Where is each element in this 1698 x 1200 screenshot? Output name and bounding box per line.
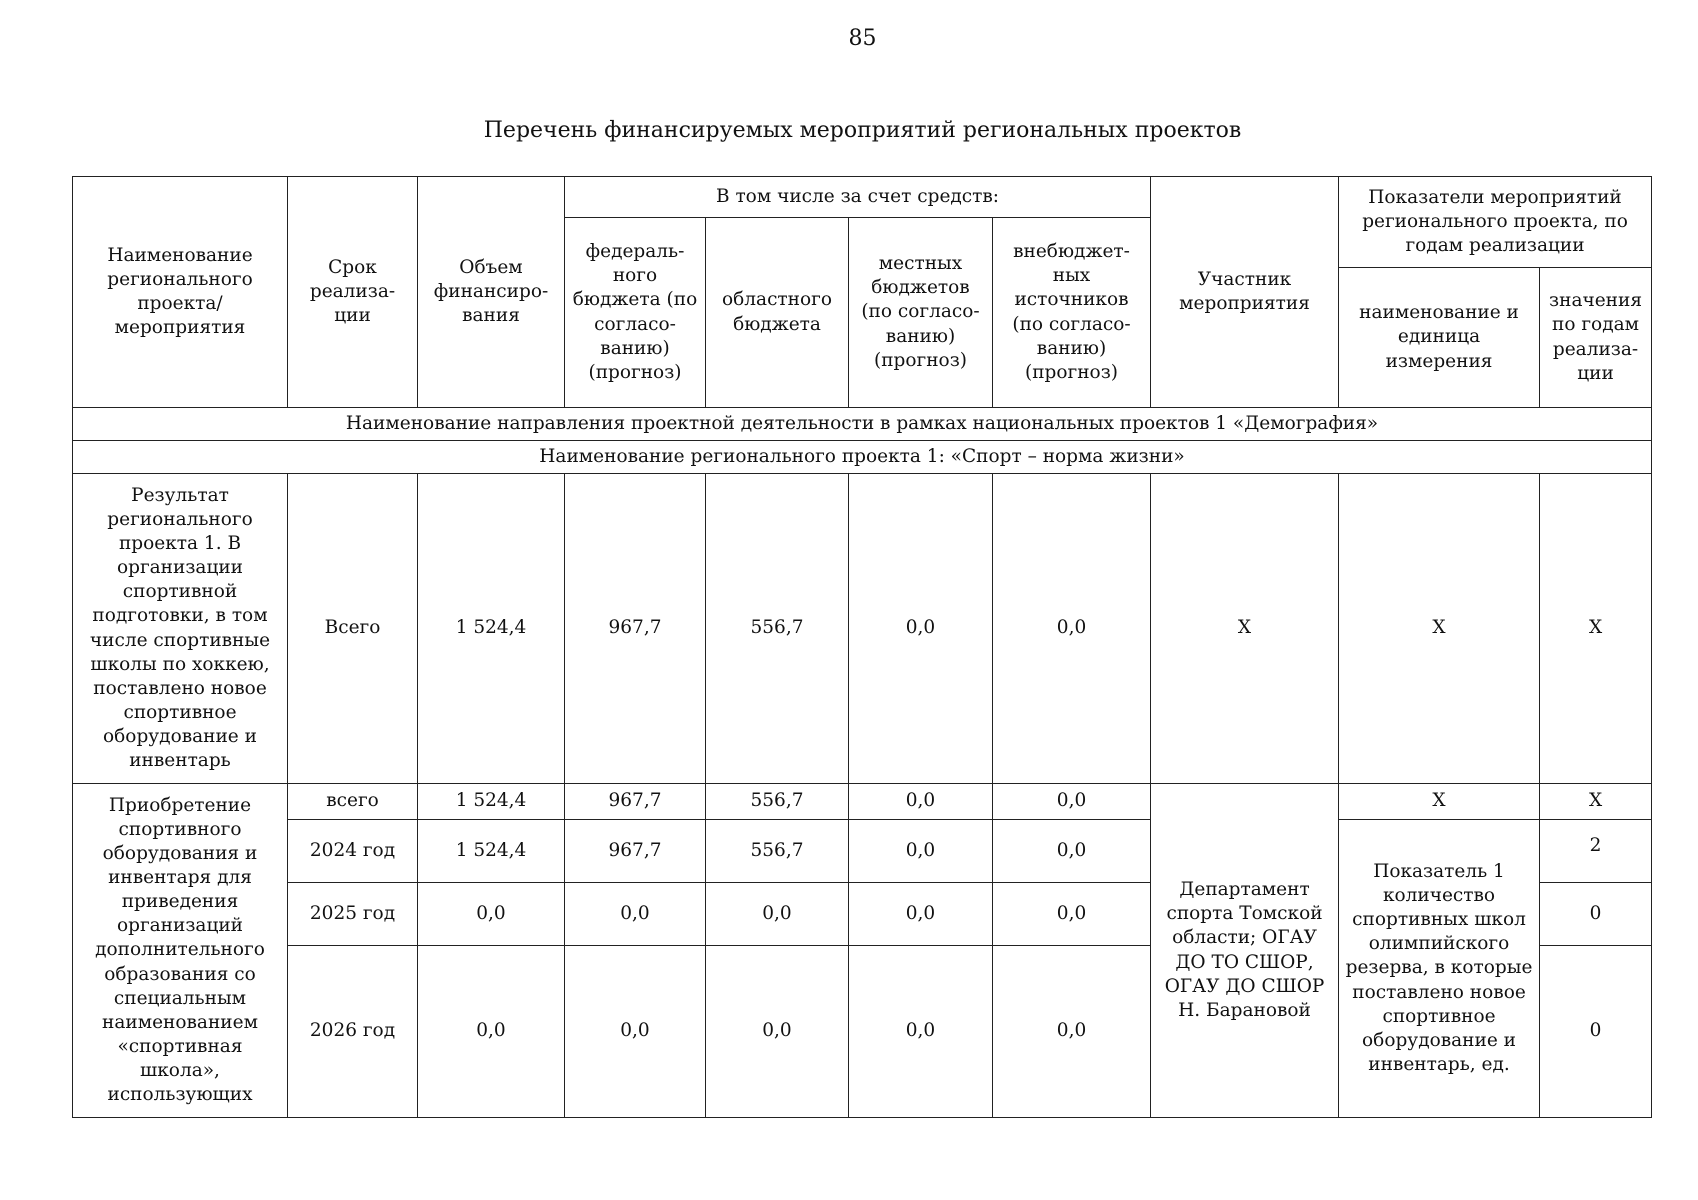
measure-local: 0,0 — [849, 784, 993, 820]
measure-participant: Департамент спорта Томской области; ОГАУ ДО ТО СШОР, ОГАУ ДО СШОР Н. Барановой — [1151, 784, 1339, 1118]
measure-volume: 0,0 — [418, 946, 565, 1118]
measure-period: 2026 год — [288, 946, 418, 1118]
section-project-row — [73, 441, 1652, 474]
measure-regional: 0,0 — [706, 883, 849, 946]
header-name: Наименование регионального проекта/ мероприятия — [73, 177, 288, 408]
measure-regional: 556,7 — [706, 820, 849, 883]
measure-volume: 1 524,4 — [418, 820, 565, 883]
measure-extrabudget: 0,0 — [993, 820, 1151, 883]
measure-total-indicator-value: Х — [1540, 784, 1652, 820]
measure-federal: 967,7 — [565, 820, 706, 883]
measure-period: всего — [288, 784, 418, 820]
result-indicator-name: Х — [1339, 474, 1540, 784]
header-local: местных бюджетов (по согласо-ванию) (прогноз) — [849, 218, 993, 408]
result-federal: 967,7 — [565, 474, 706, 784]
measure-indicator-value: 2 — [1540, 820, 1652, 883]
measure-period: 2024 год — [288, 820, 418, 883]
result-period: Всего — [288, 474, 418, 784]
measure-extrabudget: 0,0 — [993, 784, 1151, 820]
result-row — [73, 474, 1652, 784]
header-indicator-name: наименование и единица измерения — [1339, 268, 1540, 408]
header-regional: областного бюджета — [706, 218, 849, 408]
measure-federal: 0,0 — [565, 883, 706, 946]
measure-volume: 1 524,4 — [418, 784, 565, 820]
header-extrabudget: внебюджет-ных источников (по согласо-ванию) (прогноз) — [993, 218, 1151, 408]
document-title: Перечень финансируемых мероприятий региональных проектов — [483, 118, 1242, 143]
measure-local: 0,0 — [849, 883, 993, 946]
section-direction-row — [73, 408, 1652, 441]
result-indicator-value: Х — [1540, 474, 1652, 784]
measure-name: Приобретение спортивного оборудования и инвентаря для приведения организаций дополнительного образования со специальным наименованием «спортивная школа», использующих — [73, 784, 288, 1118]
measure-regional: 0,0 — [706, 946, 849, 1118]
measure-extrabudget: 0,0 — [993, 883, 1151, 946]
measure-extrabudget: 0,0 — [993, 946, 1151, 1118]
section-direction: Наименование направления проектной деятельности в рамках национальных проектов 1 «Демография» — [73, 408, 1652, 441]
header-indicators: Показатели мероприятий регионального проекта, по годам реализации — [1339, 177, 1652, 268]
section-project: Наименование регионального проекта 1: «Спорт – норма жизни» — [73, 441, 1652, 474]
measure-period: 2025 год — [288, 883, 418, 946]
page-number: 85 — [848, 26, 877, 51]
result-local: 0,0 — [849, 474, 993, 784]
measure-indicator-value: 0 — [1540, 946, 1652, 1118]
financing-table — [72, 176, 1652, 1118]
result-name: Результат регионального проекта 1. В организации спортивной подготовки, в том числе спортивные школы по хоккею, поставлено новое спортивное оборудование и инвентарь — [73, 474, 288, 784]
header-federal: федераль-ного бюджета (по согласо-ванию) (прогноз) — [565, 218, 706, 408]
measure-indicator-value: 0 — [1540, 883, 1652, 946]
header-participant: Участник мероприятия — [1151, 177, 1339, 408]
header-period: Срок реализа-ции — [288, 177, 418, 408]
measure-federal: 967,7 — [565, 784, 706, 820]
header-volume: Объем финансиро-вания — [418, 177, 565, 408]
result-extrabudget: 0,0 — [993, 474, 1151, 784]
measure-federal: 0,0 — [565, 946, 706, 1118]
measure-total-indicator-name: Х — [1339, 784, 1540, 820]
measure-row-total — [73, 784, 1652, 820]
result-volume: 1 524,4 — [418, 474, 565, 784]
measure-local: 0,0 — [849, 946, 993, 1118]
measure-volume: 0,0 — [418, 883, 565, 946]
result-participant: Х — [1151, 474, 1339, 784]
measure-local: 0,0 — [849, 820, 993, 883]
measure-indicator-name: Показатель 1 количество спортивных школ олимпийского резерва, в которые поставлено новое спортивное оборудование и инвентарь, ед. — [1339, 820, 1540, 1118]
header-indicator-values: значения по годам реализа-ции — [1540, 268, 1652, 408]
result-regional: 556,7 — [706, 474, 849, 784]
measure-regional: 556,7 — [706, 784, 849, 820]
measure-row-2024 — [73, 820, 1652, 883]
header-row-1 — [73, 177, 1652, 218]
header-including: В том числе за счет средств: — [565, 177, 1151, 218]
